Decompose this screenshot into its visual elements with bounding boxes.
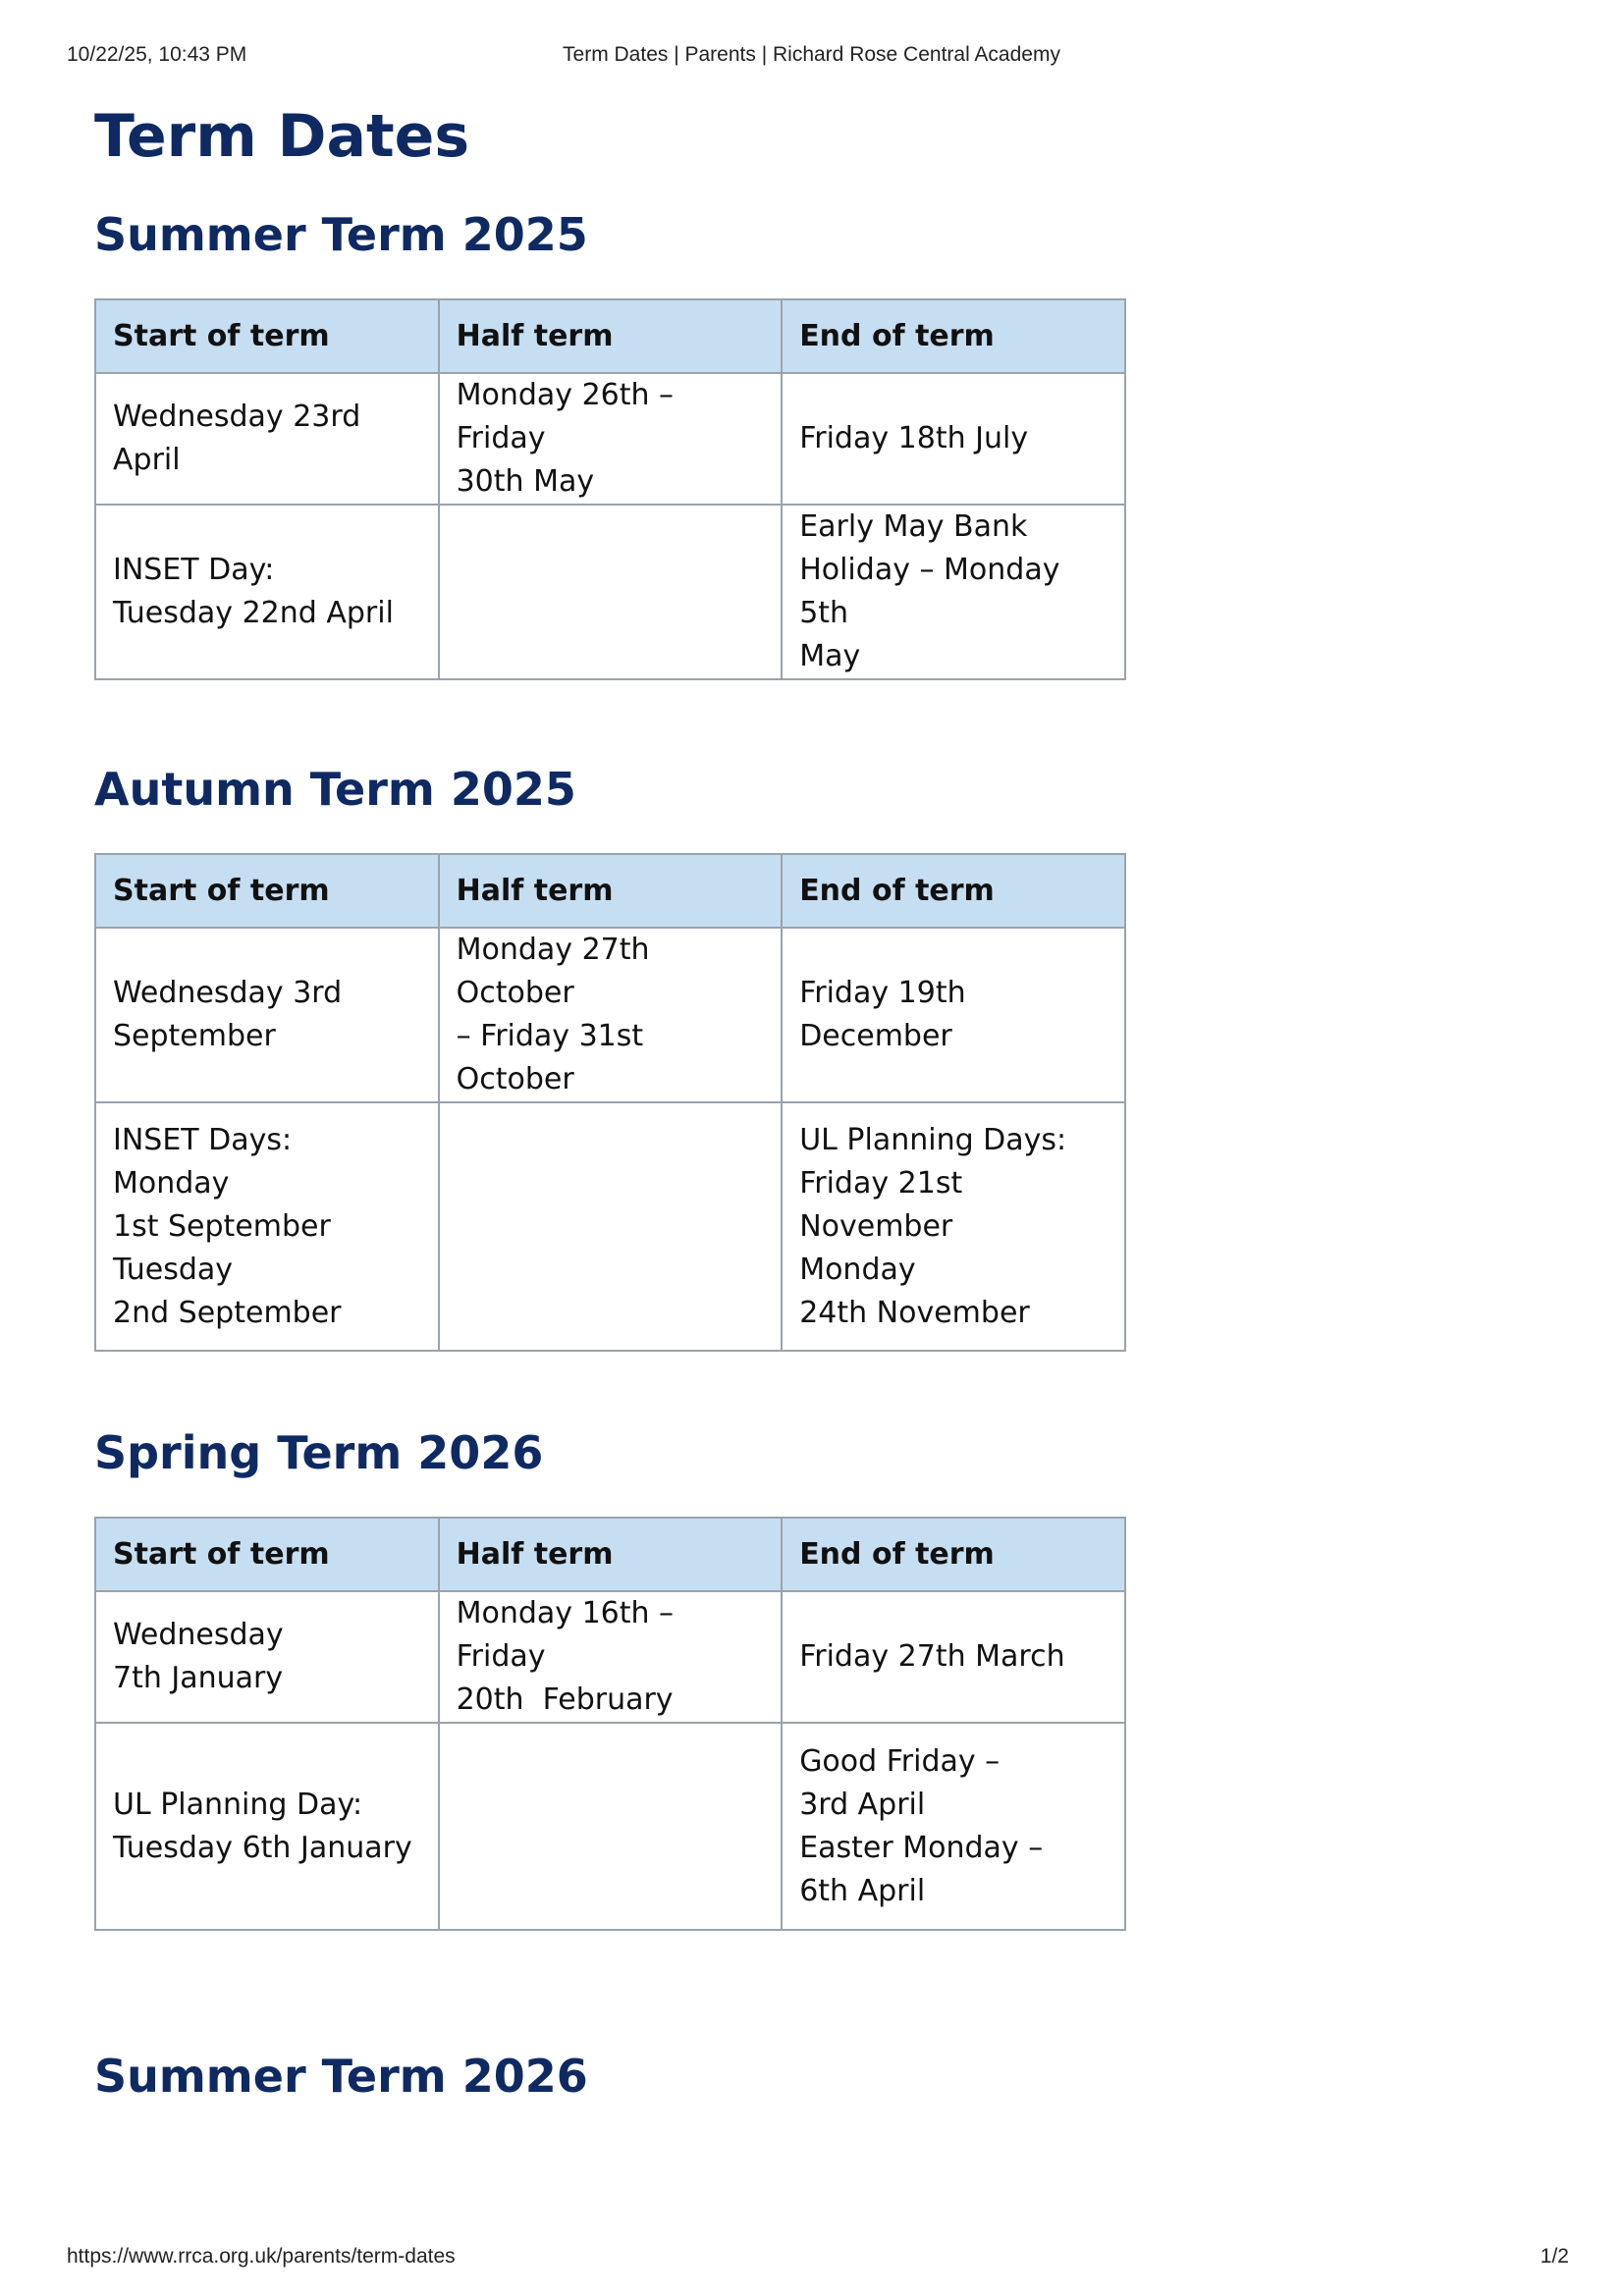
cell-line: INSET Days: [113, 1122, 293, 1157]
cell-line: 7th January [113, 1661, 284, 1695]
page-title: Term Dates [94, 102, 470, 171]
term-heading: Summer Term 2025 [94, 208, 588, 261]
column-header-half: Half term [439, 299, 783, 373]
cell-line: – Friday 31st October [456, 1019, 644, 1096]
table-row [95, 1723, 1125, 1930]
cell-line: 24th November [799, 1295, 1030, 1330]
cell-line: September [113, 1019, 276, 1053]
table-row [95, 373, 1125, 505]
cell-start [95, 505, 439, 679]
cell-half [439, 373, 783, 505]
cell-start [95, 1591, 439, 1723]
cell-line: Early May Bank [799, 509, 1028, 544]
column-header-start: Start of term [95, 299, 439, 373]
print-header [0, 43, 1623, 71]
cell-line: Wednesday 3rd [113, 976, 343, 1010]
table-header-row [95, 854, 1125, 928]
cell-line: Tuesday 6th January [113, 1830, 412, 1865]
cell-line: Easter Monday – [799, 1830, 1044, 1865]
table-header-row [95, 299, 1125, 373]
table-header-row [95, 1518, 1125, 1591]
cell-line: Monday [113, 1165, 230, 1201]
cell-line: UL Planning Day: [113, 1787, 363, 1822]
print-datetime: 10/22/25, 10:43 PM [67, 43, 247, 66]
table-row [95, 928, 1125, 1102]
cell-line: Tuesday [113, 1252, 234, 1287]
term-dates-table [94, 298, 1126, 680]
print-footer [0, 2245, 1623, 2272]
cell-line: 20th February [456, 1682, 674, 1717]
cell-end [782, 1723, 1125, 1930]
cell-line: INSET Day: [113, 553, 275, 587]
print-document-title: Term Dates | Parents | Richard Rose Central Academy [563, 43, 1060, 66]
table-row [95, 1591, 1125, 1723]
column-header-start: Start of term [95, 1518, 439, 1591]
cell-line: 2nd September [113, 1295, 342, 1330]
cell-line: Friday 18th July [799, 421, 1029, 455]
term-heading: Spring Term 2026 [94, 1426, 544, 1479]
cell-line: 3rd April [799, 1787, 926, 1822]
cell-half-empty [439, 1723, 783, 1930]
term-heading: Autumn Term 2025 [94, 763, 576, 816]
column-header-half: Half term [439, 854, 783, 928]
column-header-end: End of term [782, 854, 1125, 928]
table-row [95, 1102, 1125, 1351]
cell-end [782, 1591, 1125, 1723]
cell-line: UL Planning Days: [799, 1122, 1067, 1157]
term-dates-table [94, 1517, 1126, 1931]
cell-end [782, 505, 1125, 679]
cell-half [439, 928, 783, 1102]
column-header-start: Start of term [95, 854, 439, 928]
cell-line: Monday [799, 1252, 916, 1287]
cell-start [95, 928, 439, 1102]
cell-line: Wednesday 23rd April [113, 400, 361, 477]
cell-line: Holiday – Monday 5th [799, 553, 1060, 630]
term-heading: Summer Term 2026 [94, 2050, 588, 2103]
cell-line: Monday 16th – Friday [456, 1596, 675, 1674]
cell-half-empty [439, 1102, 783, 1351]
term-dates-table [94, 853, 1126, 1352]
page-number: 1/2 [1540, 2245, 1569, 2268]
cell-line: May [799, 639, 861, 673]
cell-line: Good Friday – [799, 1743, 1001, 1779]
column-header-end: End of term [782, 1518, 1125, 1591]
table-row [95, 505, 1125, 679]
cell-end [782, 373, 1125, 505]
cell-line: Wednesday [113, 1618, 284, 1652]
cell-line: Friday 27th March [799, 1639, 1065, 1674]
cell-start [95, 1723, 439, 1930]
cell-line: 30th May [456, 464, 595, 499]
cell-line: Friday 21st November [799, 1165, 963, 1244]
cell-line: Monday 26th – Friday [456, 378, 675, 455]
cell-half [439, 1591, 783, 1723]
cell-half-empty [439, 505, 783, 679]
cell-end [782, 928, 1125, 1102]
cell-line: Monday 27th October [456, 933, 650, 1010]
cell-line: Tuesday 22nd April [113, 596, 394, 630]
column-header-half: Half term [439, 1518, 783, 1591]
cell-line: Friday 19th December [799, 976, 966, 1053]
column-header-end: End of term [782, 299, 1125, 373]
cell-start [95, 1102, 439, 1351]
cell-end [782, 1102, 1125, 1351]
cell-line: 6th April [799, 1873, 926, 1908]
cell-line: 1st September [113, 1208, 331, 1244]
page-url: https://www.rrca.org.uk/parents/term-dates [67, 2245, 456, 2268]
cell-start [95, 373, 439, 505]
